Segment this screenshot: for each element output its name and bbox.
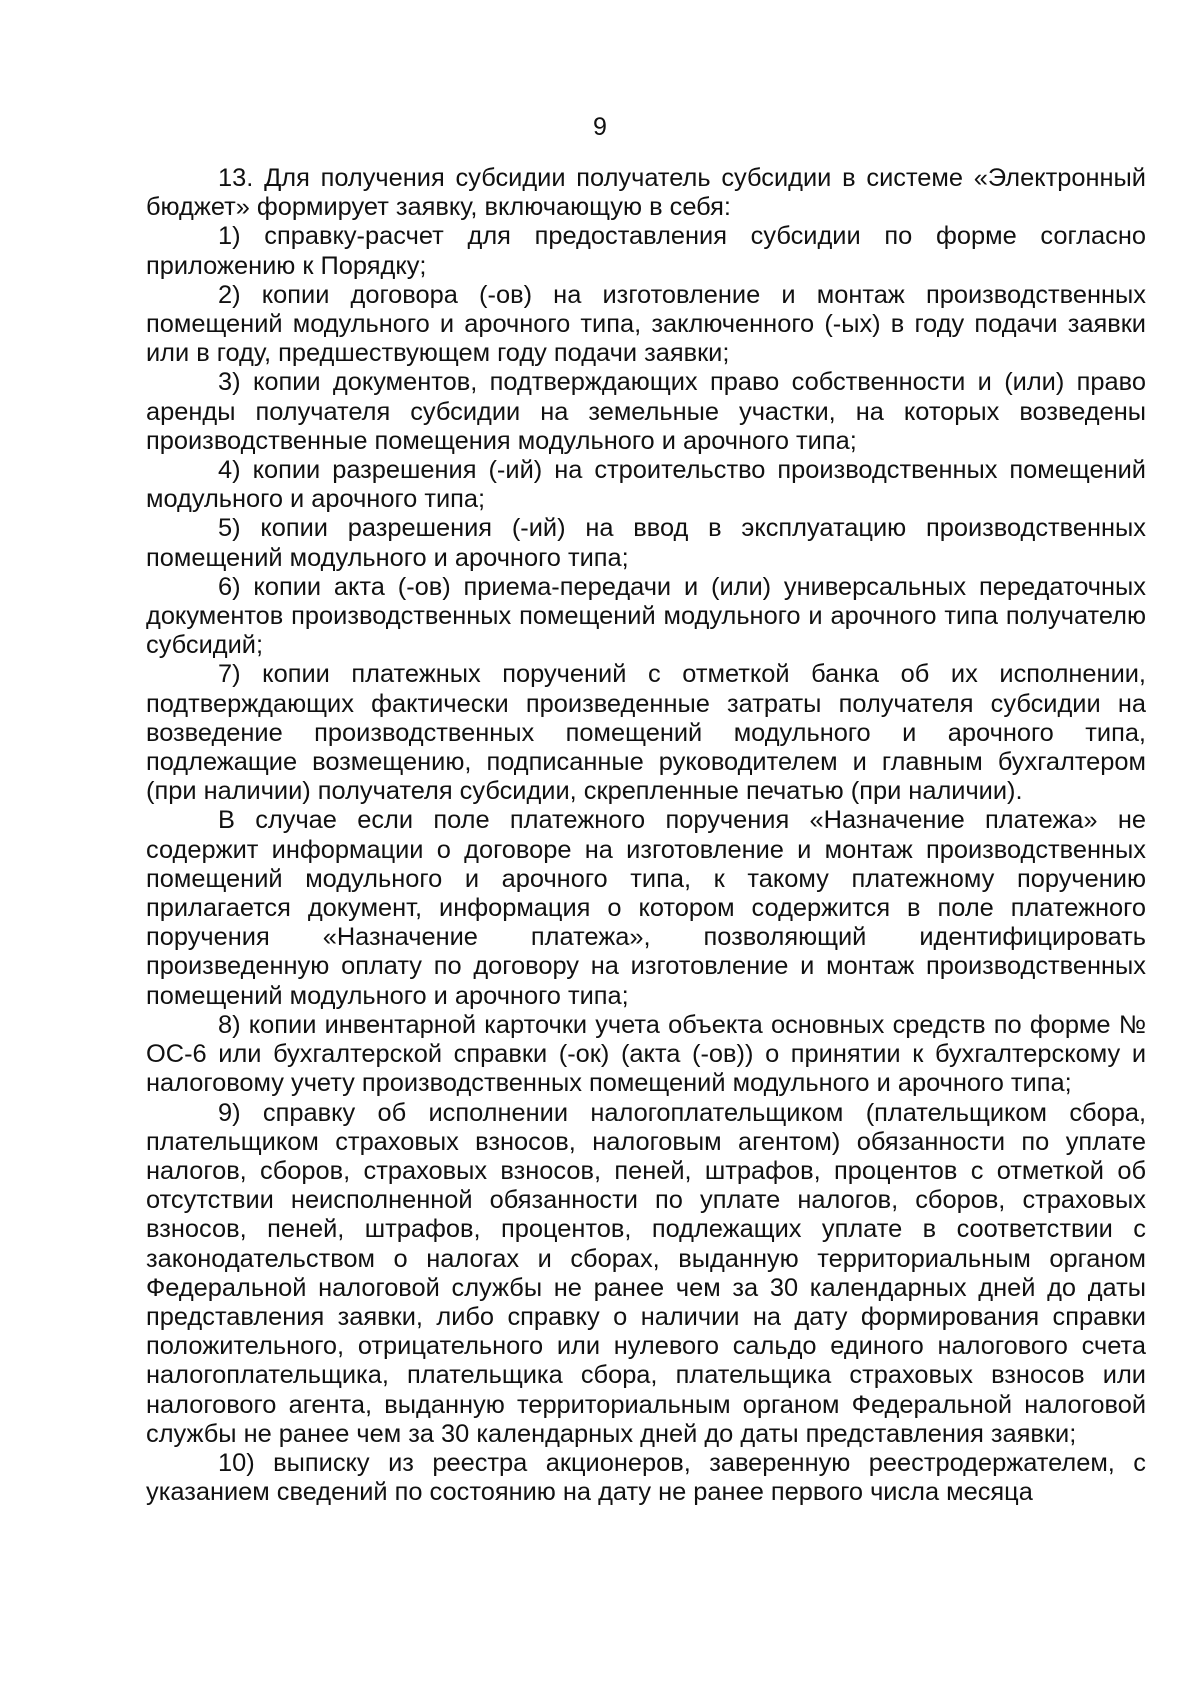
list-item-7: 7) копии платежных поручений с отметкой банка об их исполнении, подтверждающих фактически произведенные затраты получателя субсидии на возведение производственных помещений модульного и арочного типа, подлежащие возмещению, подписанные руководителем и главным бухгалтером (при наличии) получателя субсидии, скрепленные печатью (при наличии). <box>146 660 1146 806</box>
list-item-9: 9) справку об исполнении налогоплательщиком (плательщиком сбора, плательщиком страховых взносов, налоговым агентом) обязанности по уплате налогов, сборов, страховых взносов, пеней, штрафов, процентов с отметкой об отсутствии неисполненной обязанности по уплате налогов, сборов, страховых взносов, пеней, штрафов, процентов, подлежащих уплате в соответствии с законодательством о налогах и сборах, выданную территориальным органом Федеральной налоговой службы не ранее чем за 30 календарных дней до даты представления заявки, либо справку о наличии на дату формирования справки положительного, отрицательного или нулевого сальдо единого налогового счета налогоплательщика, плательщика сбора, плательщика страховых взносов или налогового агента, выданную территориальным органом Федеральной налоговой службы не ранее чем за 30 календарных дней до даты представления заявки; <box>146 1098 1146 1448</box>
document-body <box>146 164 1146 1507</box>
list-item-10: 10) выписку из реестра акционеров, заверенную реестродержателем, с указанием сведений по состоянию на дату не ранее первого числа месяца <box>146 1448 1146 1507</box>
page-number: 9 <box>593 113 607 141</box>
list-item-2: 2) копии договора (-ов) на изготовление и монтаж производственных помещений модульного и арочного типа, заключенного (-ых) в году подачи заявки или в году, предшествующем году подачи заявки; <box>146 280 1146 368</box>
list-item-3: 3) копии документов, подтверждающих право собственности и (или) право аренды получателя субсидии на земельные участки, на которых возведены производственные помещения модульного и арочного типа; <box>146 368 1146 455</box>
list-item-5: 5) копии разрешения (-ий) на ввод в эксплуатацию производственных помещений модульного и арочного типа; <box>146 514 1146 572</box>
list-item-1: 1) справку-расчет для предоставления субсидии по форме согласно приложению к Порядку; <box>146 222 1146 280</box>
list-item-6: 6) копии акта (-ов) приема-передачи и (или) универсальных передаточных документов производственных помещений модульного и арочного типа получателю субсидий; <box>146 572 1146 660</box>
list-item-7-note: В случае если поле платежного поручения «Назначение платежа» не содержит информации о договоре на изготовление и монтаж производственных помещений модульного и арочного типа, к такому платежному поручению прилагается документ, информация о котором содержится в поле платежного поручения «Назначение платежа», позволяющий идентифицировать произведенную оплату по договору на изготовление и монтаж производственных помещений модульного и арочного типа; <box>146 806 1146 1010</box>
list-item-4: 4) копии разрешения (-ий) на строительство производственных помещений модульного и арочного типа; <box>146 456 1146 514</box>
paragraph-13-intro: 13. Для получения субсидии получатель субсидии в системе «Электронный бюджет» формирует заявку, включающую в себя: <box>146 164 1146 222</box>
list-item-8: 8) копии инвентарной карточки учета объекта основных средств по форме № ОС-6 или бухгалтерской справки (-ок) (акта (-ов)) о принятии к бухгалтерскому и налоговому учету производственных помещений модульного и арочного типа; <box>146 1010 1146 1098</box>
